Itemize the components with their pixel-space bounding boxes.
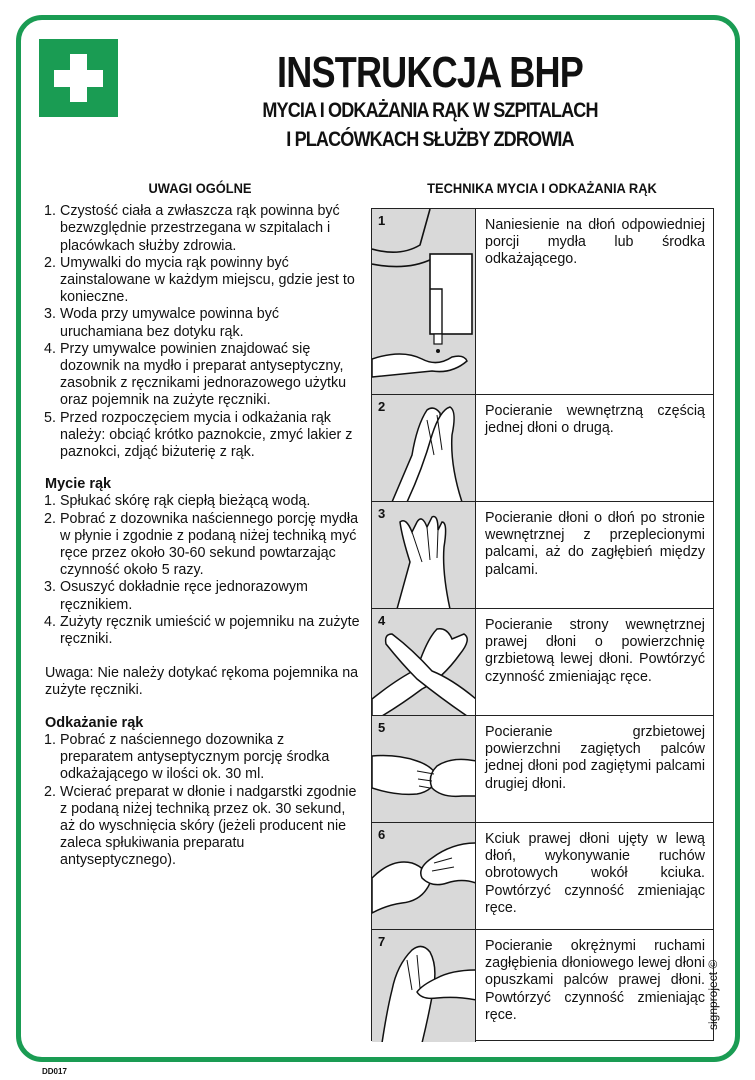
technique-steps-table <box>371 208 714 1041</box>
list-item: 3. Osuszyć dokładnie ręce jednorazowym ręcznikiem. <box>44 579 308 613</box>
palm-over-dorsum-illustration: 4 <box>372 609 476 715</box>
disinfection-heading: Odkażanie rąk <box>45 714 144 731</box>
back-of-fingers-illustration: 5 <box>372 716 476 822</box>
washing-heading: Mycie rąk <box>45 476 112 493</box>
subtitle-line-1: MYCIA I ODKAŻANIA RĄK W SZPITALACH <box>262 99 598 122</box>
disinfection-list <box>40 732 360 870</box>
technique-step-1: 1 Naniesienie na dłoń odpowiedniej porcji mydła lub środka odkażającego. <box>372 209 713 394</box>
technique-step-3: 3 Pocieranie dłoni o dłoń po stronie wewnętrznej z przeplecionymi palcami, aż do zagłębień między palcami. <box>372 501 713 608</box>
list-item: 4. Zużyty ręcznik umieścić w pojemniku na zużyte ręczniki. <box>44 613 360 648</box>
palm-to-palm-illustration: 2 <box>372 395 476 501</box>
technique-step-6: 6 Kciuk prawej dłoni ujęty w lewą dłoń, wykonywanie ruchów obrotowych wokół kciuka. Powtórzyć czynność zmieniając ręce. <box>372 822 713 929</box>
technique-step-2: 2 Pocieranie wewnętrzną częścią jednej dłoni o drugą. <box>372 394 713 501</box>
list-item: 5. Przed rozpoczęciem mycia i odkażania rąk należy: obciąć krótko paznokcie, zmyć lakier z paznokci, zdjąć biżuterię z rąk. <box>44 409 353 461</box>
list-item: 1. Spłukać skórę rąk ciepłą bieżącą wodą. <box>44 493 311 510</box>
subtitle-line-2: I PLACÓWKACH SŁUŻBY ZDROWIA <box>286 128 574 151</box>
fingertips-in-palm-illustration: 7 <box>372 930 476 1042</box>
left-column <box>40 180 360 870</box>
technique-heading: TECHNIKA MYCIA I ODKAŻANIA RĄK <box>427 180 657 196</box>
list-item: 2. Pobrać z dozownika naściennego porcję mydła w płynie i zgodnie z podaną niżej techniką myć ręce przez około 30-60 sekund powtarzając czynność około 5 razy. <box>44 510 359 579</box>
technique-step-4: 4 Pocieranie strony wewnętrznej prawej dłoni o powierzchnię grzbietową lewej dłoni. Powtórzyć czynność zmieniając ręce. <box>372 608 713 715</box>
list-item: 1. Pobrać z naściennego dozownika z preparatem antyseptycznym porcję środka odkażającego w ilości ok. 30 ml. <box>44 731 330 783</box>
dispensing-soap-illustration: 1 <box>372 209 476 394</box>
first-aid-cross-icon <box>39 39 118 117</box>
washing-note: Uwaga: Nie należy dotykać rękoma pojemnika na zużyte ręczniki. <box>45 665 359 699</box>
general-notes-heading: UWAGI OGÓLNE <box>148 180 252 196</box>
page-title: INSTRUKCJA BHP <box>277 48 583 97</box>
list-item: 2. Umywalki do mycia rąk powinny być zainstalowane w każdym miejscu, gdzie jest to konieczne. <box>44 254 355 306</box>
washing-list <box>40 493 360 648</box>
list-item: 2. Wcierać preparat w dłonie i nadgarstki zgodnie z podaną niżej techniką przez ok. 30 sekund, aż do wyschnięcia skóry (jeżeli producent nie zaleca spłukiwania preparatu antyseptycznego). <box>44 783 357 869</box>
interlaced-fingers-illustration: 3 <box>372 502 476 608</box>
thumb-rotation-illustration: 6 <box>372 823 476 929</box>
list-item: 1. Czystość ciała a zwłaszcza rąk powinna być bezwzględnie przestrzegana w szpitalach i placówkach służby zdrowia. <box>44 203 340 254</box>
list-item: 4. Przy umywalce powinien znajdować się dozownik na mydło i preparat antyseptyczny, zasobnik z ręcznikami jednorazowego użytku oraz pojemnik na zużyte ręczniki. <box>44 340 347 409</box>
list-item: 3. Woda przy umywalce powinna być uruchamiana bez dotyku rąk. <box>44 306 280 340</box>
technique-step-7: 7 Pocieranie okrężnymi ruchami zagłębienia dłoniowego lewej dłoni opuszkami palców prawej dłoni. Powtórzyć czynność zmieniając ręce. <box>372 929 713 1042</box>
product-code: DD017 <box>42 1067 67 1076</box>
brand-mark: signproject © <box>706 959 720 1030</box>
technique-step-5: 5 Pocieranie grzbietowej powierzchni zagiętych palców jednej dłoni pod zagiętymi palcami drugiej dłoni. <box>372 715 713 822</box>
general-notes-list <box>40 203 360 461</box>
